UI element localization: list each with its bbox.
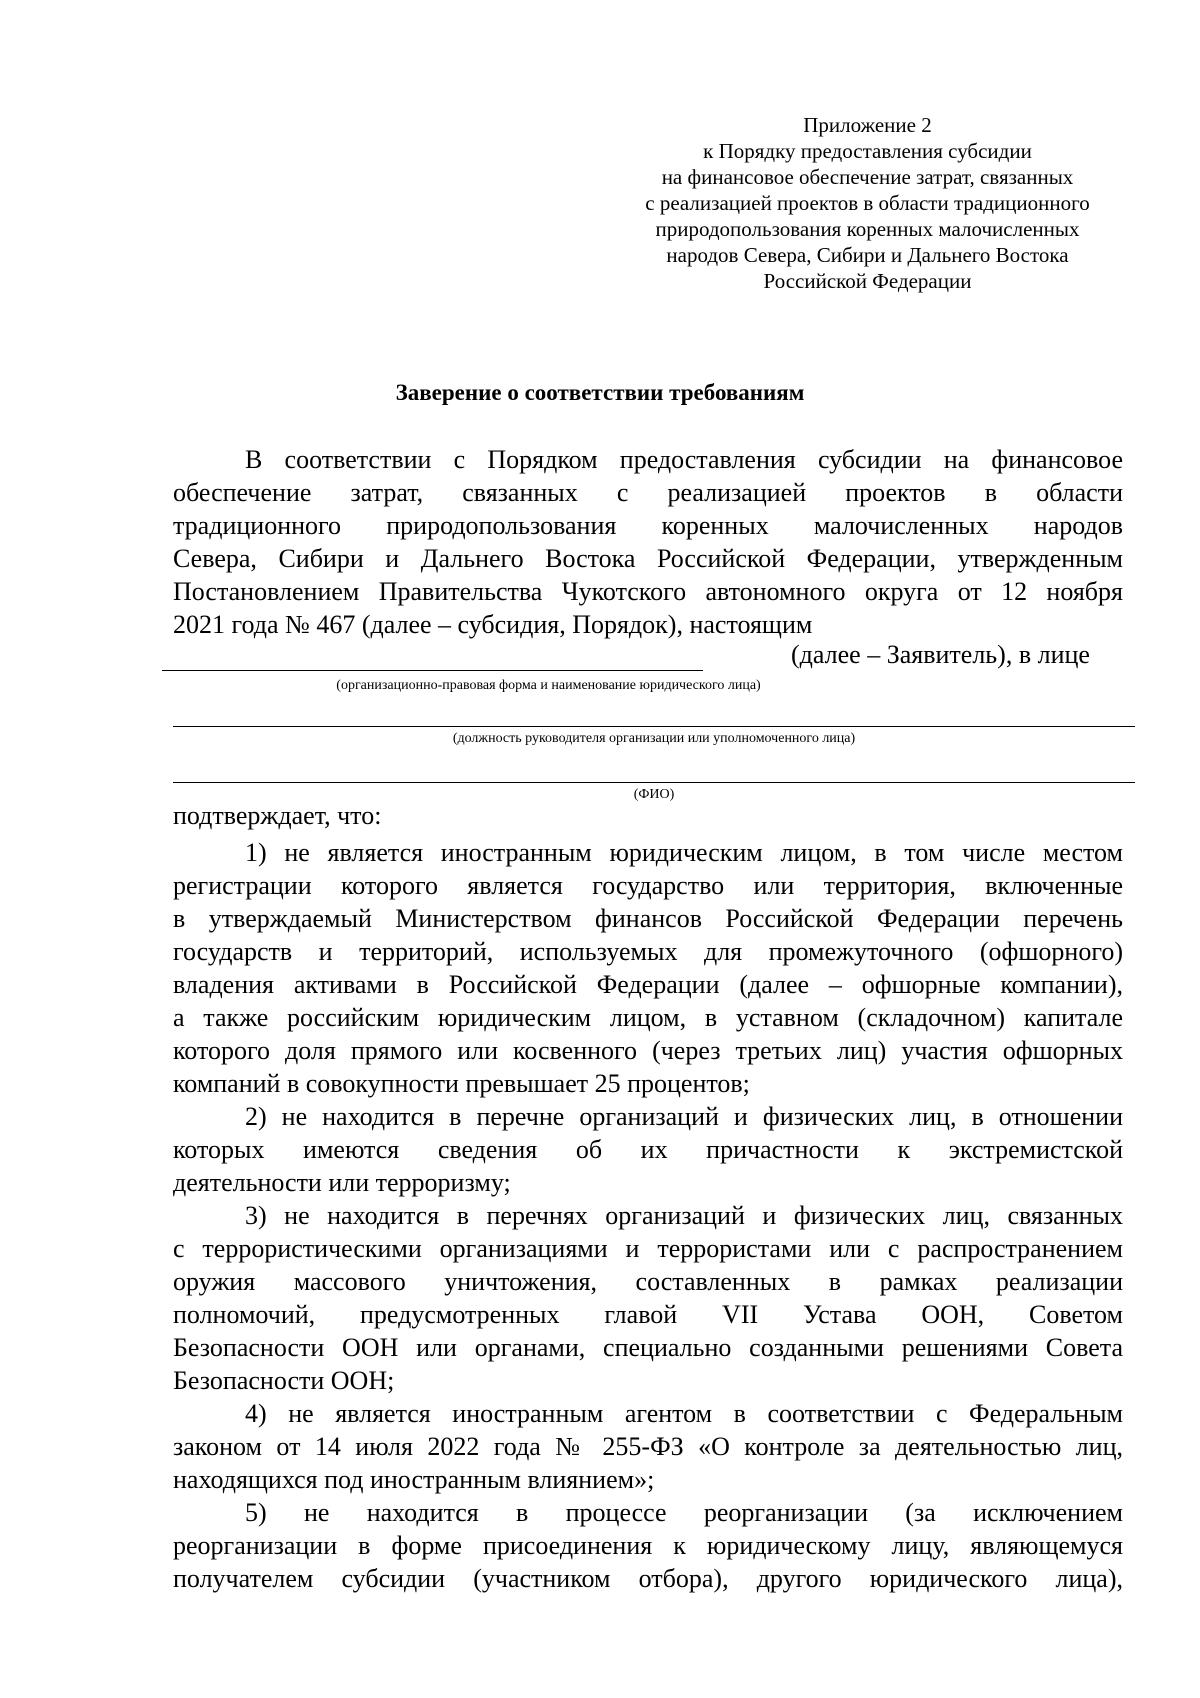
paragraph-line: а также российским юридическим лицом, в уставном (складочном) капитале — [173, 1003, 1123, 1032]
paragraph-line: регистрации которого является государство или территория, включенные — [173, 871, 1123, 900]
paragraph-line: В соответствии с Порядком предоставления субсидии на финансовое — [245, 445, 1123, 474]
appendix-line: Российской Федерации — [763, 269, 972, 293]
confirms-text: подтверждает, что: — [173, 801, 382, 830]
paragraph-line: Постановлением Правительства Чукотского автономного округа от 12 ноября — [173, 577, 1123, 606]
paragraph-line: Безопасности ООН; — [173, 1366, 395, 1395]
paragraph-line: Безопасности ООН или органами, специально созданными решениями Совета — [173, 1333, 1123, 1362]
organization-field-caption: (организационно-правовая форма и наименование юридического лица) — [336, 678, 761, 693]
appendix-line: народов Севера, Сибири и Дальнего Востока — [666, 243, 1069, 267]
fio-field-line[interactable] — [173, 782, 1135, 783]
paragraph-line: традиционного природопользования коренных малочисленных народов — [173, 511, 1123, 540]
paragraph-line: оружия массового уничтожения, составленных в рамках реализации — [173, 1267, 1123, 1296]
appendix-line: природопользования коренных малочисленных — [655, 217, 1080, 241]
paragraph-line: 5) не находится в процессе реорганизации (за исключением — [245, 1498, 1123, 1527]
appendix-line: к Порядку предоставления субсидии — [703, 139, 1032, 163]
paragraph-line: которых имеются сведения об их причастности к экстремистской — [173, 1135, 1123, 1164]
applicant-suffix: (далее – Заявитель), в лице — [791, 640, 1090, 669]
paragraph-line: находящихся под иностранным влиянием»; — [173, 1465, 655, 1494]
appendix-line: Приложение 2 — [803, 113, 932, 137]
paragraph-line: 3) не находится в перечнях организаций и физических лиц, связанных — [245, 1201, 1123, 1230]
appendix-line: с реализацией проектов в области традиционного — [645, 191, 1090, 215]
paragraph-line: которого доля прямого или косвенного (через третьих лиц) участия офшорных — [173, 1036, 1123, 1065]
paragraph-line: 4) не является иностранным агентом в соответствии с Федеральным — [245, 1399, 1123, 1428]
paragraph-line: государств и территорий, используемых для промежуточного (офшорного) — [173, 937, 1123, 966]
intro-paragraph — [173, 443, 1123, 641]
paragraph-line: 2021 года № 467 (далее – субсидия, Порядок), настоящим — [173, 610, 813, 639]
item-2 — [173, 1100, 1123, 1199]
paragraph-line: 2) не находится в перечне организаций и физических лиц, в отношении — [245, 1102, 1123, 1131]
paragraph-line: владения активами в Российской Федерации (далее – офшорные компании), — [173, 970, 1123, 999]
position-field-caption: (должность руководителя организации или уполномоченного лица) — [452, 731, 856, 746]
appendix-line: на финансовое обеспечение затрат, связанных — [661, 165, 1074, 189]
paragraph-line: получателем субсидии (участником отбора), другого юридического лица), — [173, 1564, 1123, 1593]
paragraph-line: законом от 14 июля 2022 года № 255-ФЗ «О контроле за деятельностью лиц, — [173, 1432, 1123, 1461]
position-field-line[interactable] — [173, 726, 1135, 727]
appendix-header — [600, 112, 1135, 294]
paragraph-line: деятельности или терроризму; — [173, 1168, 511, 1197]
item-1 — [173, 836, 1123, 1100]
document-title: Заверение о соответствии требованиям — [395, 380, 805, 405]
paragraph-line: с террористическими организациями и террористами или с распространением — [173, 1234, 1123, 1263]
paragraph-line: компаний в совокупности превышает 25 процентов; — [173, 1069, 750, 1098]
paragraph-line: в утверждаемый Министерством финансов Российской Федерации перечень — [173, 904, 1123, 933]
paragraph-line: реорганизации в форме присоединения к юридическому лицу, являющемуся — [173, 1531, 1123, 1560]
item-4 — [173, 1397, 1123, 1496]
item-5 — [173, 1496, 1123, 1595]
organization-field-line[interactable] — [162, 670, 703, 671]
paragraph-line: Севера, Сибири и Дальнего Востока Российской Федерации, утвержденным — [173, 544, 1123, 573]
paragraph-line: полномочий, предусмотренных главой VII Устава ООН, Советом — [173, 1300, 1123, 1329]
fio-field-caption: (ФИО) — [633, 787, 675, 802]
paragraph-line: 1) не является иностранным юридическим лицом, в том числе местом — [245, 838, 1123, 867]
paragraph-line: обеспечение затрат, связанных с реализацией проектов в области — [173, 478, 1123, 507]
item-3 — [173, 1199, 1123, 1397]
